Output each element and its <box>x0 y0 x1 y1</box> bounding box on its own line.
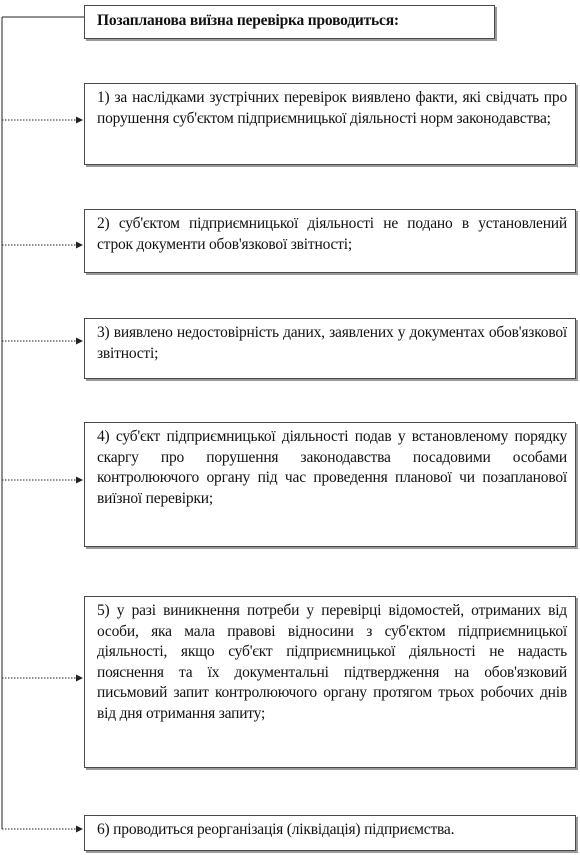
condition-text-1: 1) за наслідками зустрічних перевірок виявлено факти, які свідчать про порушення суб'єктом підприємницької діяльності норм законодавства; <box>97 89 567 127</box>
diagram-title: Позапланова виїзна перевірка проводиться: <box>97 12 399 29</box>
condition-box-5 <box>84 596 576 768</box>
diagram-title-box <box>84 5 495 39</box>
condition-text-6: 6) проводиться реорганізація (ліквідація) підприємства. <box>97 821 455 838</box>
condition-text-2: 2) суб'єктом підприємницької діяльності не подано в установлений строк документи обов'язкової звітності; <box>97 215 567 253</box>
condition-text-5: 5) у разі виникнення потреби у перевірці відомостей, отриманих від особи, яка мала правові відносини з суб'єктом підприємницької діяльності, якщо суб'єкт підприємницької діяльності не надасть пояснення та їх документальні підтвердження на обов'язковий письмовий запит контролюючого органу протягом трьох робочих днів від дня отримання запиту; <box>97 602 567 722</box>
condition-text-4: 4) суб'єкт підприємницької діяльності подав у встановленому порядку скаргу про порушення законодавства посадовими особами контролюючого органу під час проведення планової чи позапланової виїзної перевірки; <box>97 428 567 507</box>
condition-box-6 <box>84 815 576 851</box>
condition-box-1 <box>84 83 576 165</box>
condition-box-4 <box>84 422 576 547</box>
condition-box-3 <box>84 318 576 379</box>
condition-box-2 <box>84 209 576 273</box>
condition-text-3: 3) виявлено недостовірність даних, заявлених у документах обов'язкової звітності; <box>97 324 567 362</box>
